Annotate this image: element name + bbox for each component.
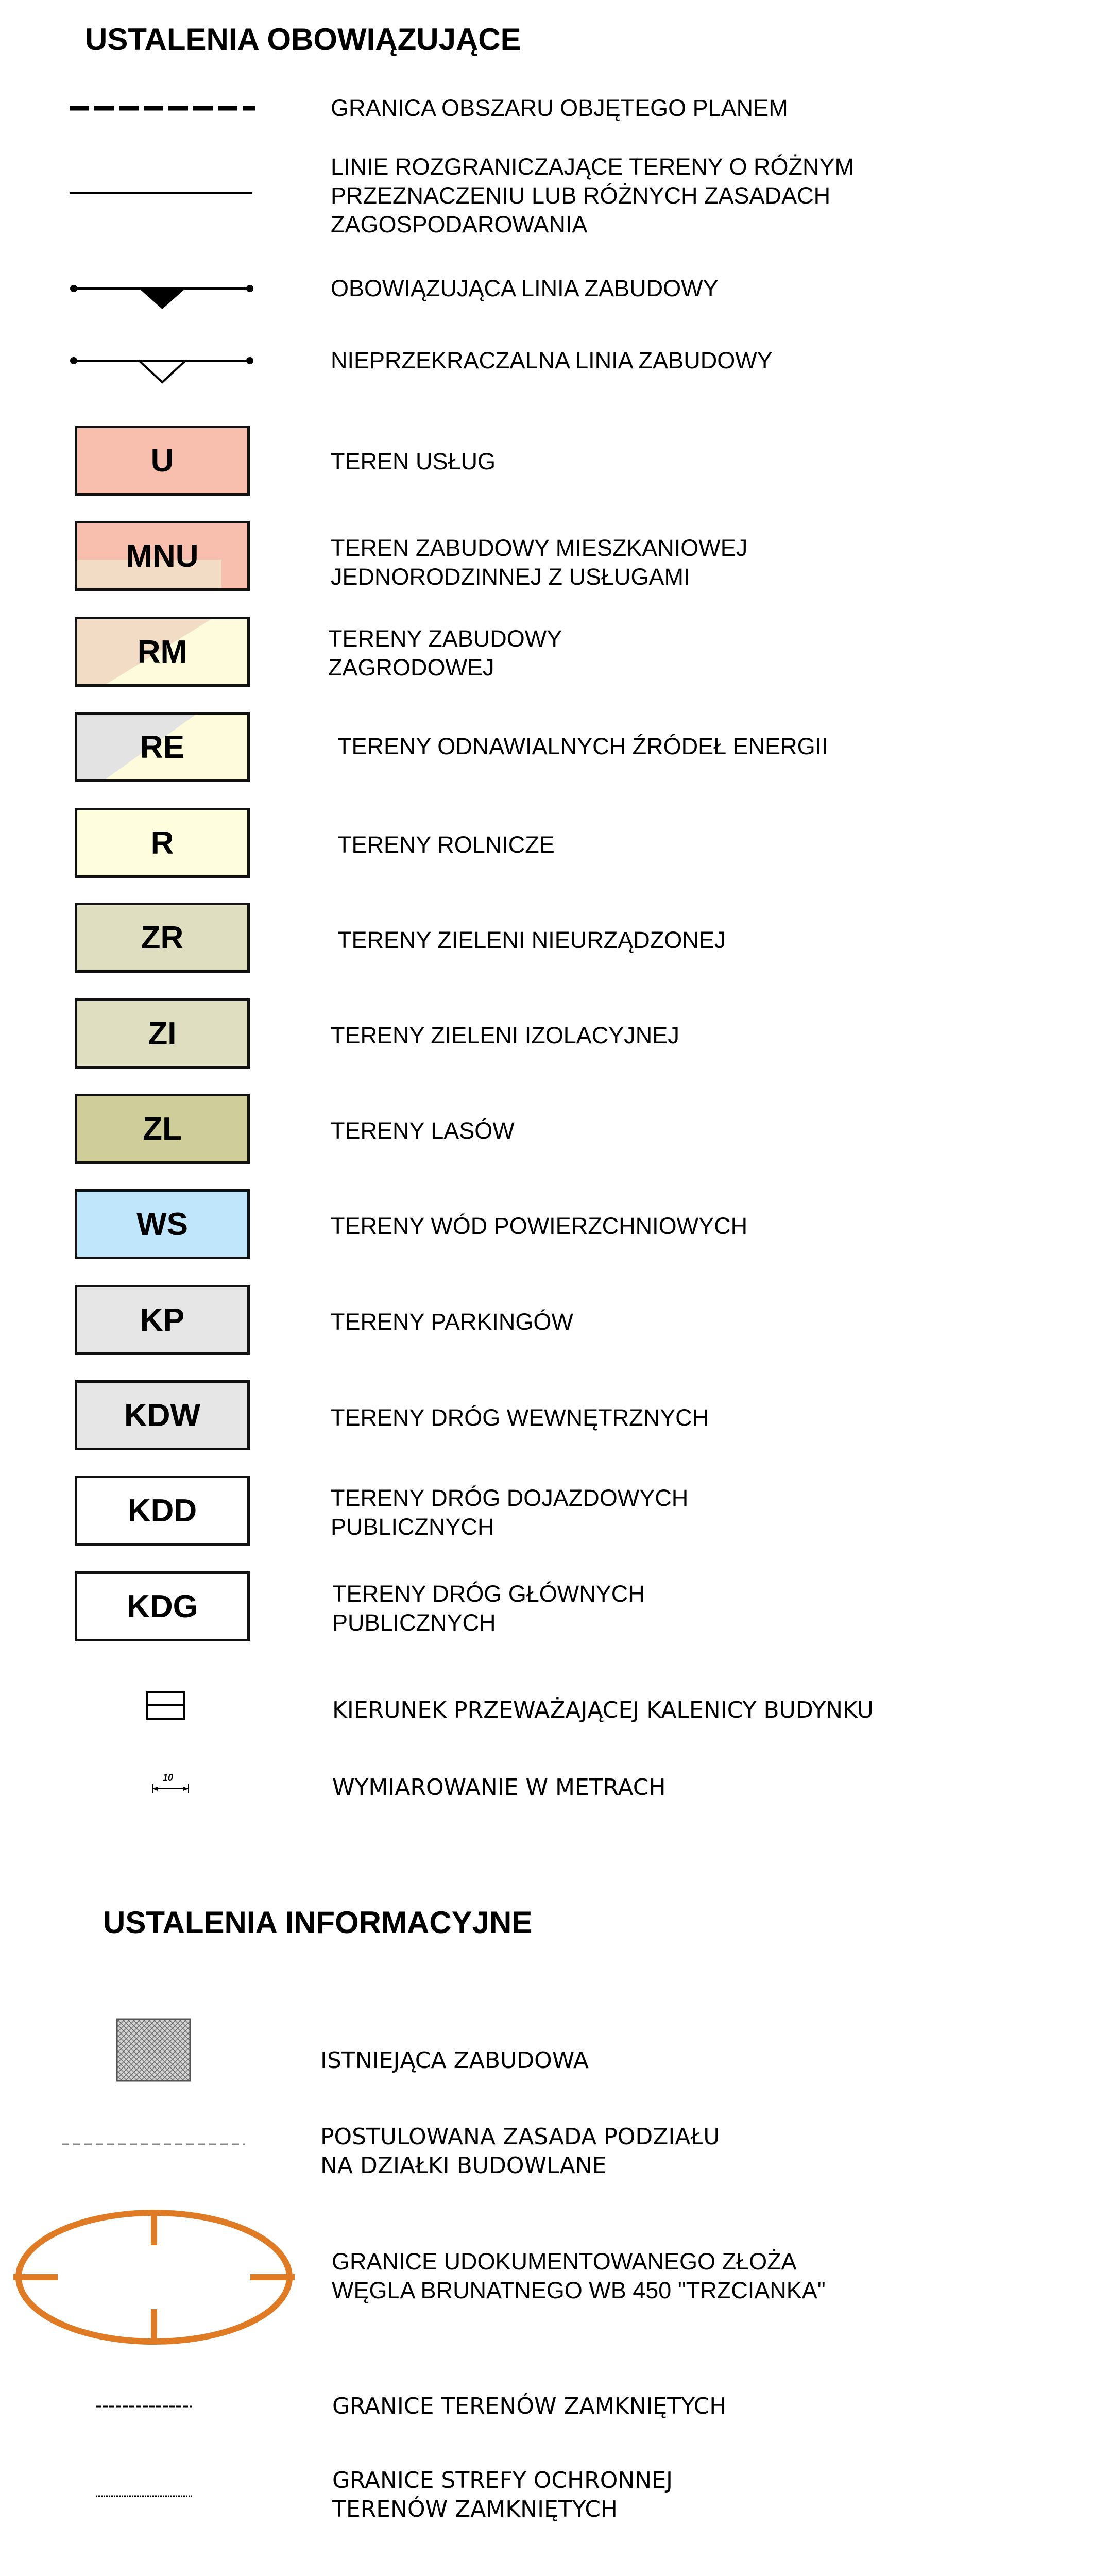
protection-zone-label: GRANICE STREFY OCHRONNEJ TERENÓW ZAMKNIĘTYCH bbox=[332, 2467, 673, 2522]
existing-buildings-label: ISTNIEJĄCA ZABUDOWA bbox=[320, 2047, 589, 2074]
zone-kp-label: TERENY PARKINGÓW bbox=[331, 1309, 573, 1335]
closed-areas-label: GRANICE TERENÓW ZAMKNIĘTYCH bbox=[332, 2393, 727, 2419]
zone-kdg-label: TERENY DRÓG GŁÓWNYCH PUBLICZNYCH bbox=[332, 1581, 645, 1636]
zone-kdg-box bbox=[75, 1571, 250, 1641]
zone-zr-label: TERENY ZIELENI NIEURZĄDZONEJ bbox=[337, 927, 726, 953]
informational-section-title: USTALENIA INFORMACYJNE bbox=[103, 1905, 533, 1940]
zone-r-box bbox=[75, 808, 250, 878]
zone-re-box bbox=[75, 712, 250, 782]
zone-u-label: TEREN USŁUG bbox=[331, 448, 496, 474]
zone-ws-label: TERENY WÓD POWIERZCHNIOWYCH bbox=[331, 1213, 748, 1239]
zone-kdw-label: TERENY DRÓG WEWNĘTRZNYCH bbox=[331, 1404, 709, 1431]
dividing-lines-label: LINIE ROZGRANICZAJĄCE TERENY O RÓŻNYM PRZEZNACZENIU LUB RÓŻNYCH ZASADACH ZAGOSPODAROWANIA bbox=[331, 154, 854, 238]
zone-zi-box bbox=[75, 998, 250, 1069]
zone-kdw-box bbox=[75, 1380, 250, 1450]
zone-mnu-box bbox=[75, 521, 250, 591]
dimension-value: 10 bbox=[163, 1772, 174, 1783]
zone-zi-label: TERENY ZIELENI IZOLACYJNEJ bbox=[331, 1022, 679, 1048]
zone-re-code: RE bbox=[140, 729, 185, 765]
protection-zone-symbol bbox=[96, 2495, 192, 2498]
zone-zl-box bbox=[75, 1094, 250, 1164]
zone-zl-code: ZL bbox=[143, 1111, 182, 1147]
zone-zl-label: TERENY LASÓW bbox=[331, 1117, 515, 1144]
zone-zi-code: ZI bbox=[148, 1015, 177, 1052]
zone-kp-box bbox=[75, 1285, 250, 1355]
zone-rm-label: TERENY ZABUDOWY ZAGRODOWEJ bbox=[328, 625, 562, 681]
existing-buildings-symbol bbox=[116, 2018, 191, 2082]
ridge-direction-label: KIERUNEK PRZEWAŻAJĄCEJ KALENICY BUDYNKU bbox=[332, 1697, 874, 1723]
plot-division-symbol bbox=[62, 2142, 245, 2146]
zone-mnu-label: TEREN ZABUDOWY MIESZKANIOWEJ JEDNORODZINNEJ Z USŁUGAMI bbox=[331, 535, 748, 590]
zone-kp-code: KP bbox=[140, 1302, 185, 1338]
non-exceedable-building-line-label: NIEPRZEKRACZALNA LINIA ZABUDOWY bbox=[331, 347, 773, 374]
zone-zr-box bbox=[75, 903, 250, 973]
zone-kdd-code: KDD bbox=[127, 1493, 197, 1529]
zone-kdg-code: KDG bbox=[127, 1588, 198, 1624]
zone-re-label: TERENY ODNAWIALNYCH ŹRÓDEŁ ENERGII bbox=[337, 733, 828, 759]
binding-section-title: USTALENIA OBOWIĄZUJĄCE bbox=[85, 22, 521, 57]
zone-kdw-code: KDW bbox=[124, 1397, 201, 1433]
dimensioning-label: WYMIAROWANIE W METRACH bbox=[332, 1774, 666, 1801]
non-exceedable-building-line-symbol bbox=[70, 350, 255, 386]
zone-mnu-code: MNU bbox=[126, 538, 199, 574]
zone-zr-code: ZR bbox=[141, 920, 184, 956]
zone-u-code: U bbox=[150, 443, 174, 479]
mandatory-building-line-label: OBOWIĄZUJĄCA LINIA ZABUDOWY bbox=[331, 275, 719, 301]
zone-kdd-box bbox=[75, 1476, 250, 1546]
plan-boundary-symbol bbox=[70, 103, 255, 113]
plan-boundary-label: GRANICA OBSZARU OBJĘTEGO PLANEM bbox=[331, 95, 788, 121]
coal-deposit-symbol bbox=[11, 2204, 300, 2359]
ridge-direction-icon bbox=[146, 1691, 185, 1720]
zone-r-label: TERENY ROLNICZE bbox=[337, 832, 555, 858]
zone-r-code: R bbox=[150, 825, 174, 861]
zone-rm-box bbox=[75, 617, 250, 687]
mandatory-building-line-symbol bbox=[70, 278, 255, 314]
zone-rm-code: RM bbox=[137, 634, 187, 670]
coal-deposit-label: GRANICE UDOKUMENTOWANEGO ZŁOŻA WĘGLA BRUNATNEGO WB 450 "TRZCIANKA" bbox=[332, 2248, 826, 2303]
zone-kdd-label: TERENY DRÓG DOJAZDOWYCH PUBLICZNYCH bbox=[331, 1485, 689, 1540]
zone-u-box bbox=[75, 426, 250, 496]
dividing-line-symbol bbox=[70, 191, 255, 196]
plot-division-label: POSTULOWANA ZASADA PODZIAŁU NA DZIAŁKI BUDOWLANE bbox=[320, 2124, 720, 2179]
zone-ws-box bbox=[75, 1189, 250, 1259]
closed-areas-symbol bbox=[96, 2405, 192, 2408]
zone-ws-code: WS bbox=[136, 1206, 188, 1242]
